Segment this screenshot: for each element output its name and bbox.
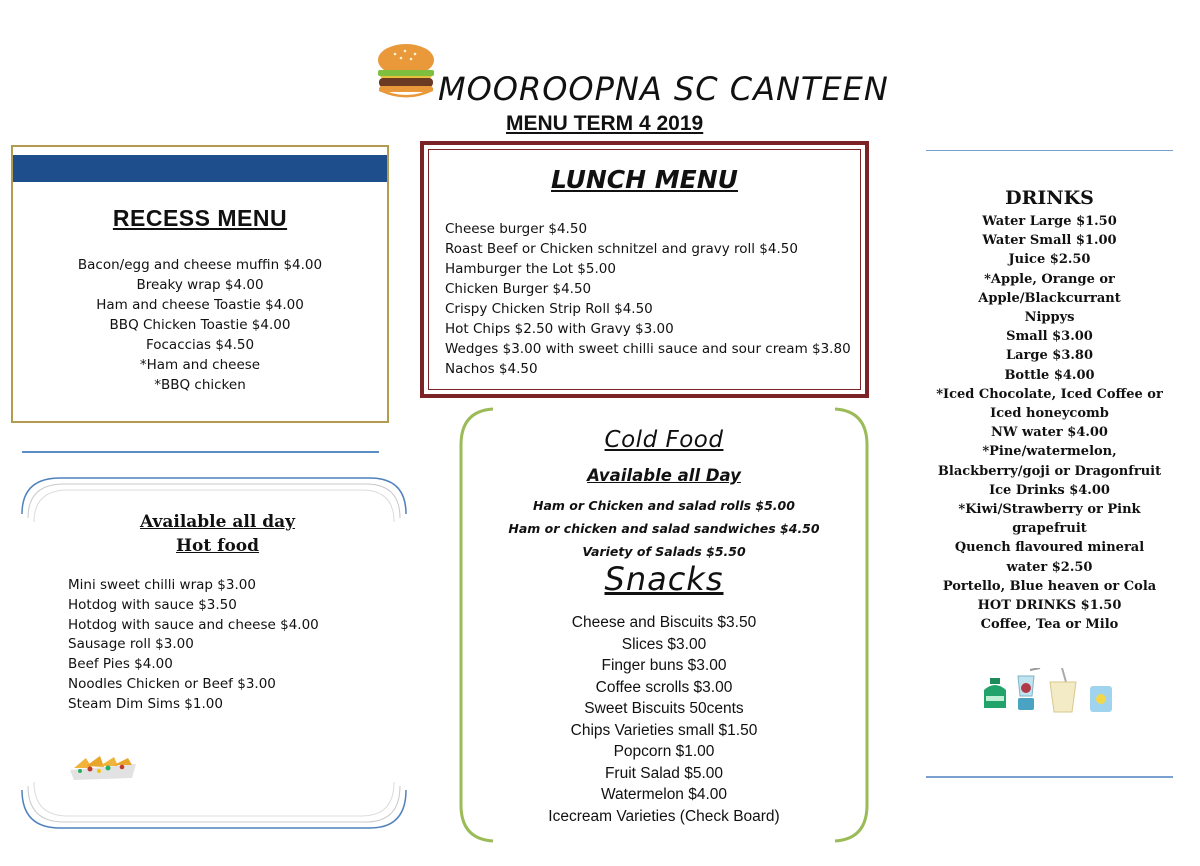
list-item: Apple/Blackcurrant — [978, 290, 1121, 306]
lunch-menu-title: LUNCH MENU — [551, 165, 738, 194]
list-item: Sausage roll $3.00 — [68, 636, 194, 653]
list-item: *BBQ chicken — [154, 377, 246, 393]
list-item: Ice Drinks $4.00 — [989, 482, 1110, 498]
list-item: Water Small $1.00 — [982, 233, 1117, 249]
list-item: Large $3.80 — [1005, 348, 1093, 364]
list-item: Blackberry/goji or Dragonfruit — [937, 463, 1162, 479]
hot-food-list — [68, 576, 319, 715]
list-item: Slices $3.00 — [621, 635, 707, 653]
list-item: Ham or Chicken and salad rolls $5.00 — [533, 498, 795, 513]
list-item: Watermelon $4.00 — [600, 786, 728, 803]
divider-line — [926, 776, 1173, 778]
list-item: Quench flavoured mineral — [954, 540, 1145, 556]
list-item: *Apple, Orange or — [984, 271, 1115, 287]
recess-header-bar — [13, 155, 387, 182]
list-item: Cheese and Biscuits $3.50 — [571, 614, 757, 631]
list-item: Beef Pies $4.00 — [68, 656, 173, 673]
list-item: Bacon/egg and cheese muffin $4.00 — [77, 257, 323, 273]
list-item: Popcorn $1.00 — [613, 743, 715, 760]
drinks-icon — [980, 668, 1120, 716]
list-item: Steam Dim Sims $1.00 — [68, 695, 223, 712]
list-item: Ham or chicken and salad sandwiches $4.50 — [508, 521, 820, 536]
drinks-list — [926, 212, 1173, 634]
recess-menu-panel — [11, 145, 389, 423]
list-item: Fruit Salad $5.00 — [604, 764, 724, 782]
list-item: *Kiwi/Strawberry or Pink — [958, 502, 1141, 518]
recess-menu-title: RECESS MENU — [112, 205, 288, 231]
cold-food-subtitle: Available all Day — [587, 466, 741, 485]
list-item: Chicken Burger $4.50 — [445, 281, 592, 297]
list-item: *Pine/watermelon, — [982, 444, 1117, 460]
list-item: Hotdog with sauce $3.50 — [68, 596, 237, 613]
list-item: Coffee scrolls $3.00 — [595, 678, 733, 696]
list-item: Roast Beef or Chicken schnitzel and gravy roll $4.50 — [445, 241, 798, 257]
drinks-title: DRINKS — [1005, 187, 1094, 209]
nachos-icon — [66, 752, 140, 782]
list-item: Icecream Varieties (Check Board) — [548, 807, 780, 825]
hot-food-title-line2: Hot food — [175, 536, 260, 556]
list-item: NW water $4.00 — [991, 425, 1108, 441]
list-item: Portello, Blue heaven or Cola — [942, 578, 1157, 594]
list-item: *Iced Chocolate, Iced Coffee or — [936, 386, 1163, 402]
cold-food-list — [455, 494, 873, 563]
list-item: *Ham and cheese — [139, 357, 261, 373]
hot-food-title-line1: Available all day — [139, 512, 296, 532]
list-item: Iced honeycomb — [990, 406, 1109, 422]
menu-term-subtitle: MENU TERM 4 2019 — [506, 112, 704, 135]
list-item: BBQ Chicken Toastie $4.00 — [109, 317, 291, 333]
list-item: Water Large $1.50 — [982, 214, 1117, 229]
lunch-menu-panel — [420, 141, 869, 398]
list-item: Focaccias $4.50 — [145, 337, 255, 353]
list-item: Hamburger the Lot $5.00 — [445, 261, 616, 277]
page-title: MOOROOPNA SC CANTEEN — [438, 70, 889, 108]
list-item: grapefruit — [1012, 521, 1087, 537]
divider-line — [926, 150, 1173, 151]
hot-food-title — [110, 510, 325, 558]
list-item: Variety of Salads $5.50 — [582, 544, 746, 559]
list-item: Mini sweet chilli wrap $3.00 — [68, 577, 256, 593]
divider-line — [22, 451, 379, 453]
cold-food-title: Cold Food — [604, 427, 724, 453]
list-item: Hot Chips $2.50 with Gravy $3.00 — [445, 321, 674, 337]
list-item: Nachos $4.50 — [445, 361, 538, 377]
list-item: Chips Varieties small $1.50 — [570, 721, 758, 739]
list-item: water $2.50 — [1006, 559, 1093, 575]
list-item: Nippys — [1024, 310, 1075, 326]
list-item: Bottle $4.00 — [1004, 367, 1095, 383]
recess-menu-list — [13, 255, 387, 395]
list-item: Coffee, Tea or Milo — [980, 617, 1119, 633]
list-item: Breaky wrap $4.00 — [136, 277, 264, 293]
list-item: Wedges $3.00 with sweet chilli sauce and sour cream $3.80 — [445, 341, 851, 357]
list-item: Noodles Chicken or Beef $3.00 — [68, 675, 276, 692]
snacks-title: Snacks — [604, 560, 724, 598]
lunch-menu-list — [445, 219, 851, 379]
list-item: Hotdog with sauce and cheese $4.00 — [68, 616, 319, 633]
burger-icon — [375, 42, 437, 100]
list-item: Small $3.00 — [1006, 329, 1093, 345]
list-item: Ham and cheese Toastie $4.00 — [96, 297, 304, 313]
list-item: Crispy Chicken Strip Roll $4.50 — [445, 301, 653, 317]
list-item: Cheese burger $4.50 — [445, 221, 588, 237]
list-item: Juice $2.50 — [1008, 252, 1091, 268]
list-item: Sweet Biscuits 50cents — [584, 700, 744, 717]
list-item: HOT DRINKS $1.50 — [977, 598, 1122, 614]
snacks-list — [455, 612, 873, 827]
list-item: Finger buns $3.00 — [601, 657, 727, 674]
